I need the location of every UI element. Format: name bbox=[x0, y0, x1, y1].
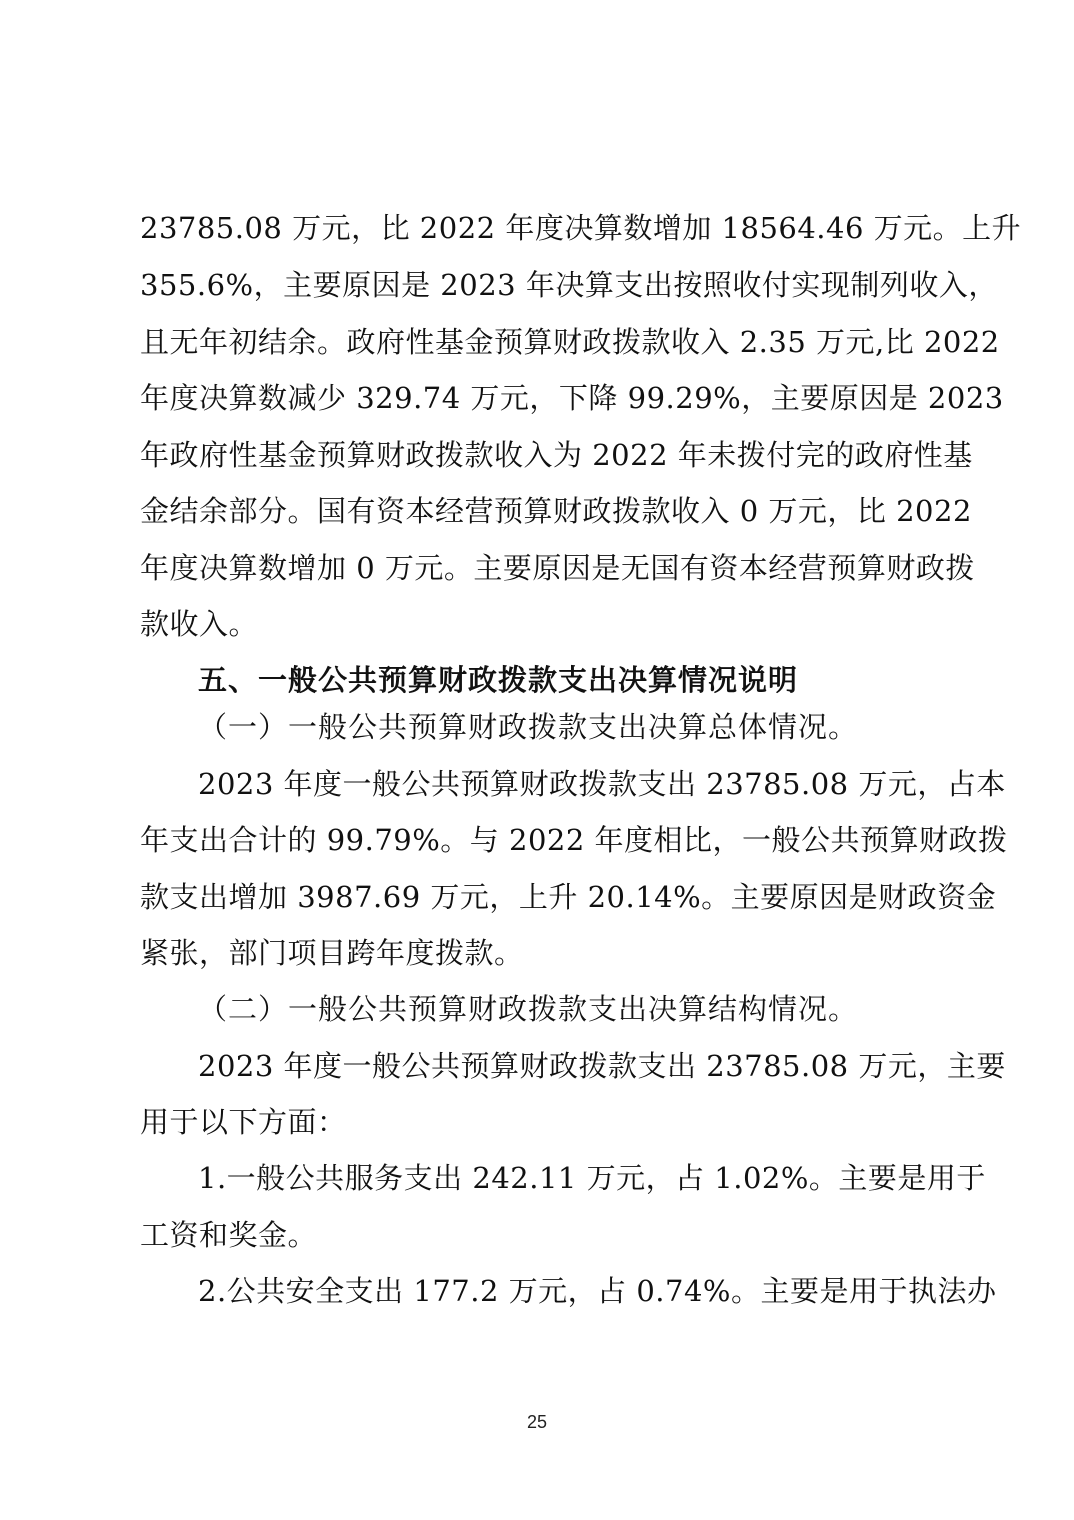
paragraph-1-line-6: 金结余部分。国有资本经营预算财政拨款收入 0 万元，比 2022 bbox=[140, 494, 972, 528]
paragraph-2-line-3: 款支出增加 3987.69 万元，上升 20.14%。主要原因是财政资金 bbox=[140, 880, 997, 914]
page-number: 25 bbox=[526, 1412, 548, 1432]
section-heading: 五、一般公共预算财政拨款支出决算情况说明 bbox=[198, 663, 799, 697]
paragraph-1-line-8: 款收入。 bbox=[140, 607, 259, 641]
paragraph-2-line-4: 紧张，部门项目跨年度拨款。 bbox=[140, 936, 524, 970]
paragraph-1-line-5: 年政府性基金预算财政拨款收入为 2022 年未拨付完的政府性基 bbox=[140, 438, 973, 472]
subsection-2-heading: （二）一般公共预算财政拨款支出决算结构情况。 bbox=[198, 992, 859, 1026]
item-1-line-2: 工资和奖金。 bbox=[140, 1218, 318, 1252]
subsection-1-heading: （一）一般公共预算财政拨款支出决算总体情况。 bbox=[198, 710, 859, 744]
paragraph-2-line-2: 年支出合计的 99.79%。与 2022 年度相比，一般公共预算财政拨 bbox=[140, 823, 1008, 857]
paragraph-1-line-4: 年度决算数减少 329.74 万元，下降 99.29%，主要原因是 2023 bbox=[140, 381, 1004, 415]
paragraph-3-line-1: 2023 年度一般公共预算财政拨款支出 23785.08 万元，主要 bbox=[198, 1049, 1006, 1083]
paragraph-1-line-7: 年度决算数增加 0 万元。主要原因是无国有资本经营预算财政拨 bbox=[140, 551, 975, 585]
paragraph-3-line-2: 用于以下方面： bbox=[140, 1105, 347, 1139]
paragraph-1-line-1: 23785.08 万元，比 2022 年度决算数增加 18564.46 万元。上升 bbox=[140, 211, 1022, 245]
paragraph-2-line-1: 2023 年度一般公共预算财政拨款支出 23785.08 万元，占本 bbox=[198, 767, 1006, 801]
paragraph-1-line-3: 且无年初结余。政府性基金预算财政拨款收入 2.35 万元,比 2022 bbox=[140, 325, 1000, 359]
paragraph-1-line-2: 355.6%，主要原因是 2023 年决算支出按照收付实现制列收入， bbox=[140, 268, 998, 302]
item-1-line-1: 1.一般公共服务支出 242.11 万元，占 1.02%。主要是用于 bbox=[198, 1161, 986, 1195]
item-2-line-1: 2.公共安全支出 177.2 万元，占 0.74%。主要是用于执法办 bbox=[198, 1274, 997, 1308]
